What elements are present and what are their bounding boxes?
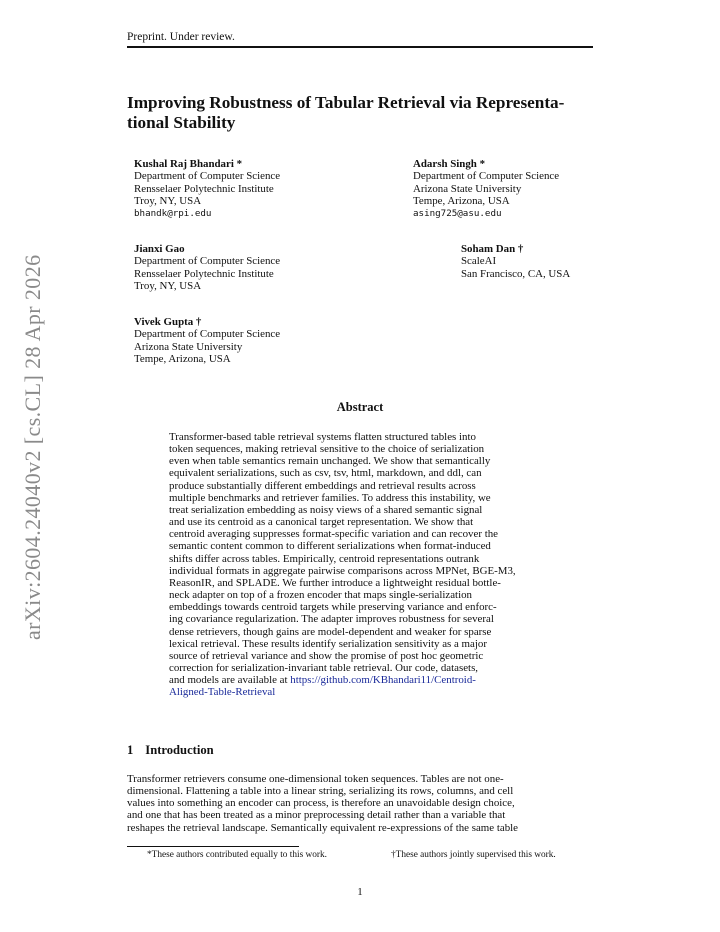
code-repo-link-continued[interactable]: Aligned-Table-Retrieval [169, 686, 276, 699]
code-repo-link[interactable]: https://github.com/KBhandari11/Centroid- [290, 674, 476, 687]
abstract-line: even when table semantics remain unchanged. We show that semantically [169, 455, 491, 468]
author-dept: Department of Computer Science [413, 170, 560, 183]
author-email[interactable]: asing725@asu.edu [413, 207, 502, 219]
intro-line: values into something an encoder can process, is therefore an unavoidable design choice, [127, 797, 515, 810]
author-dept: ScaleAI [461, 255, 497, 268]
header-rule [127, 46, 593, 48]
author-dept: Department of Computer Science [134, 255, 281, 268]
author-email[interactable]: bhandk@rpi.edu [134, 207, 212, 219]
author-block [134, 243, 280, 293]
abstract-line: produce substantially different embeddings and retrieval results across [169, 479, 476, 492]
abstract-line: lexical retrieval. These results identify serialization sensitivity as a major [169, 637, 487, 650]
author-loc: San Francisco, CA, USA [461, 267, 571, 280]
section-number: 1 [127, 743, 134, 757]
author-name: Kushal Raj Bhandari * [134, 158, 243, 170]
section-heading-introduction [127, 743, 214, 758]
author-loc: Tempe, Arizona, USA [134, 353, 231, 366]
intro-line: and one that has been treated as a minor preprocessing detail rather than a variable that [127, 809, 506, 822]
footnote-rule [127, 846, 299, 847]
abstract-line: source of retrieval variance and show the promise of post hoc geometric [169, 649, 484, 662]
author-inst: Rensselaer Polytechnic Institute [134, 182, 274, 195]
title-line-1: Improving Robustness of Tabular Retrieval via Representa- [127, 93, 565, 112]
abstract-line: and use its centroid as a canonical target representation. We show that [169, 516, 474, 529]
abstract-line: embeddings towards centroid targets while preserving variance and enforc- [169, 601, 497, 614]
author-block [134, 316, 280, 366]
abstract-line: centroid averaging suppresses format-specific variation and can recover the [169, 528, 498, 541]
author-inst: Arizona State University [134, 340, 243, 353]
section-title: Introduction [145, 743, 214, 757]
author-block [413, 158, 559, 220]
arxiv-stamp: arXiv:2604.24040v2 [cs.CL] 28 Apr 2026 [20, 254, 45, 640]
author-inst: Arizona State University [413, 182, 522, 195]
author-block [461, 243, 570, 280]
abstract-line: multiple benchmarks and retriever families. To address this instability, we [169, 491, 491, 504]
author-name: Soham Dan † [461, 243, 524, 255]
running-header: Preprint. Under review. [127, 31, 235, 43]
abstract-line: Transformer-based table retrieval systems flatten structured tables into [169, 431, 476, 443]
abstract-line: equivalent serializations, such as csv, tsv, html, markdown, and ddl, can [169, 467, 482, 480]
abstract-line: token sequences, making retrieval sensitive to the choice of serialization [169, 443, 485, 456]
abstract-body [169, 431, 551, 698]
abstract-line: ReasonIR, and SPLADE. We further introduce a lightweight residual bottle- [169, 576, 501, 589]
author-dept: Department of Computer Science [134, 328, 281, 341]
author-loc: Tempe, Arizona, USA [413, 195, 510, 208]
author-name: Adarsh Singh * [413, 158, 486, 170]
abstract-heading: Abstract [336, 400, 384, 414]
page-number: 1 [357, 886, 363, 898]
footnote-equal-contribution: *These authors contributed equally to this work. [147, 850, 327, 860]
introduction-body [127, 773, 593, 834]
author-dept: Department of Computer Science [134, 170, 281, 183]
abstract-line: ing covariance regularization. The adapter improves robustness for several [169, 613, 494, 626]
author-loc: Troy, NY, USA [134, 195, 202, 208]
author-loc: Troy, NY, USA [134, 280, 202, 293]
paper-title [127, 93, 607, 133]
abstract-line: treat serialization embedding as noisy views of a shared semantic signal [169, 503, 483, 516]
title-line-2: tional Stability [127, 113, 236, 132]
abstract-line: semantic content common to different serializations when format-induced [169, 540, 491, 553]
abstract-line: dense retrievers, though gains are model-dependent and weaker for sparse [169, 625, 492, 638]
abstract-line: and models are available at [169, 674, 291, 687]
author-name: Vivek Gupta † [134, 316, 202, 328]
abstract-line-with-link [169, 674, 551, 686]
author-name: Jianxi Gao [134, 243, 185, 255]
intro-line: dimensional. Flattening a table into a linear string, serializing its rows, columns, and cell [127, 785, 514, 798]
intro-line: reshapes the retrieval landscape. Semantically equivalent re-expressions of the same table [127, 821, 518, 834]
intro-line: Transformer retrievers consume one-dimensional token sequences. Tables are not one- [127, 773, 504, 785]
abstract-line: individual formats in aggregate pairwise comparisons across MPNet, BGE-M3, [169, 564, 516, 577]
author-inst: Rensselaer Polytechnic Institute [134, 267, 274, 280]
footnote-joint-supervision: †These authors jointly supervised this work. [391, 850, 556, 860]
abstract-line: shifts differ across tables. Empirically, centroid representations outrank [169, 552, 480, 565]
abstract-line: neck adapter on top of a frozen encoder that maps single-serialization [169, 589, 472, 602]
abstract-line: correction for serialization-invariant table retrieval. Our code, datasets, [169, 661, 479, 674]
abstract-link-continuation [169, 686, 551, 698]
author-block [134, 158, 280, 220]
